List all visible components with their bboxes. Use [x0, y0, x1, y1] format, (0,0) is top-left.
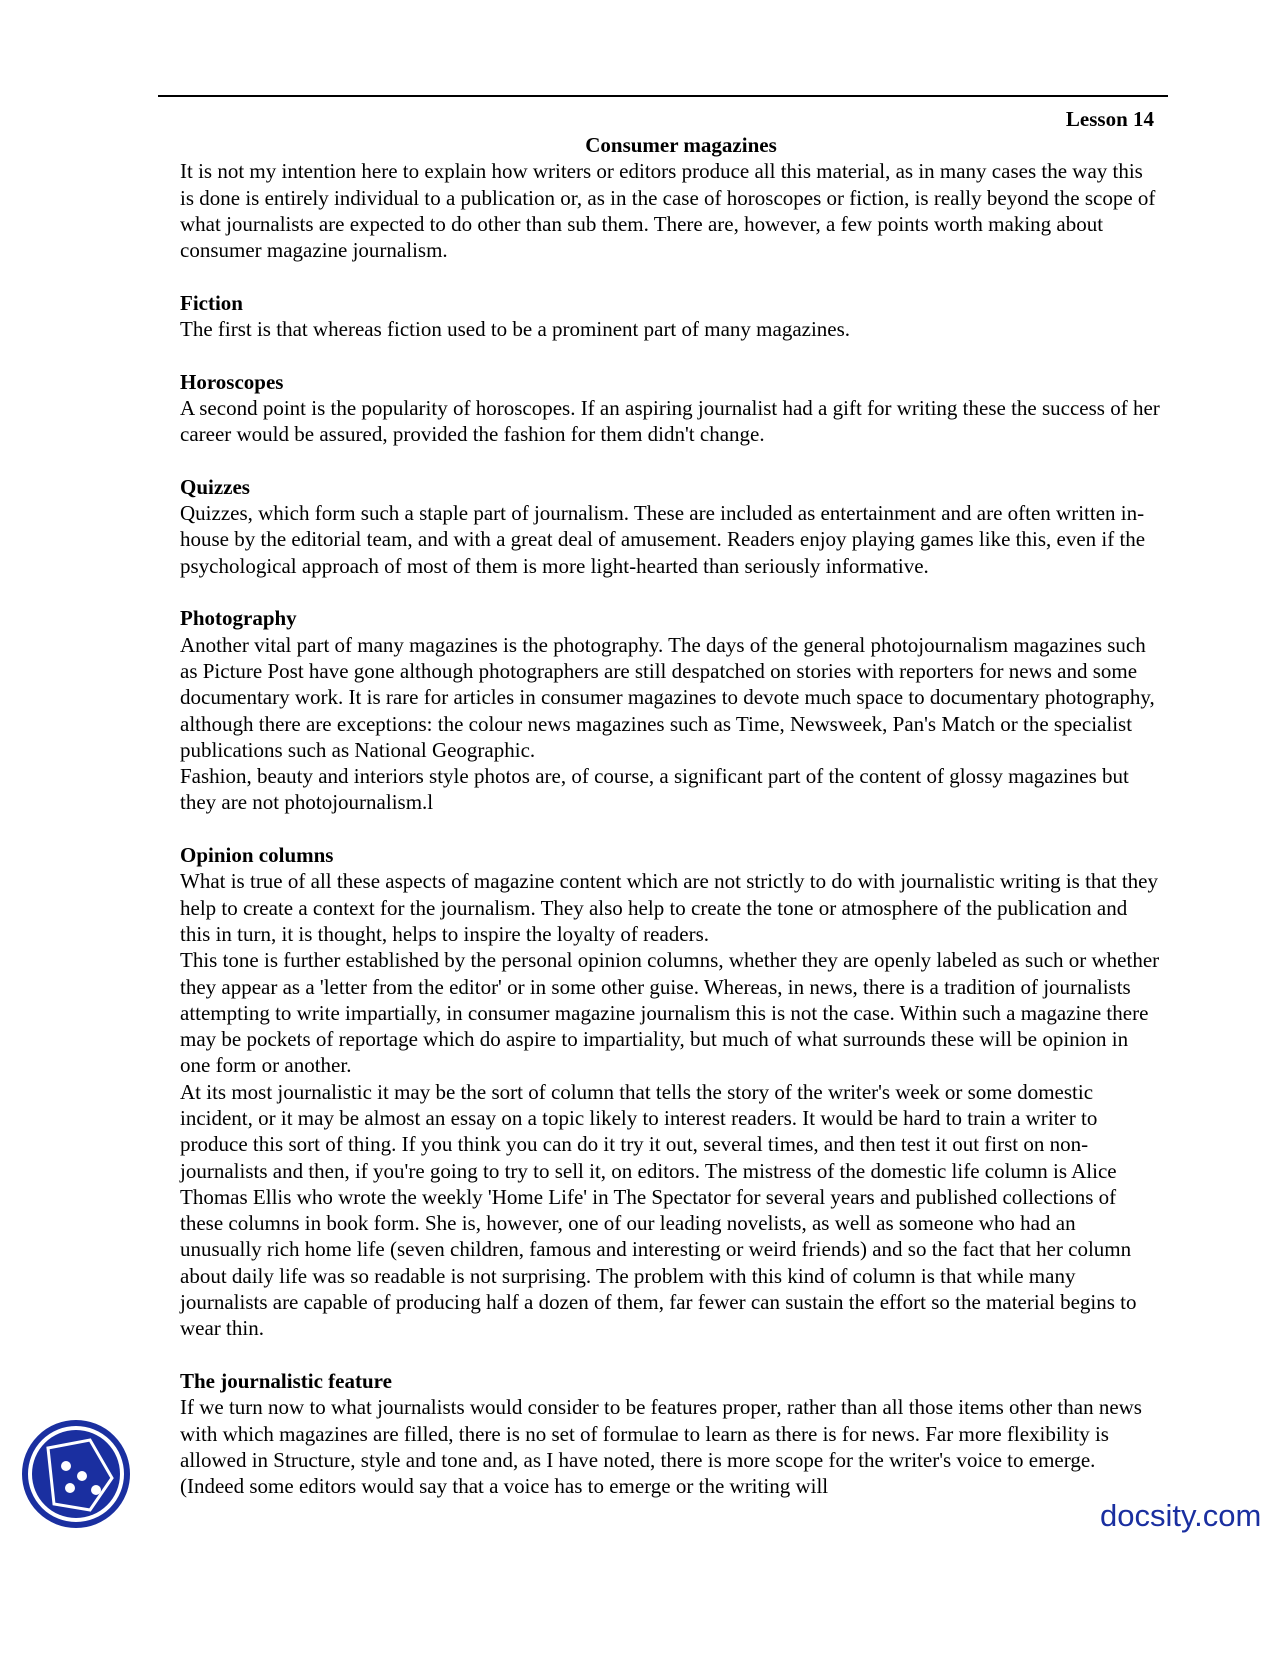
section-quizzes	[180, 474, 1160, 579]
section-paragraph: At its most journalistic it may be the sort of column that tells the story of the writer's week or some domestic incident, or it may be almost an essay on a topic likely to interest readers. It would be hard to train a writer to produce this sort of thing. If you think you can do it try it out, several times, and then test it out first on non-journalists and then, if you're going to try to sell it, on editors. The mistress of the domestic life column is Alice Thomas Ellis who wrote the weekly 'Home Life' in The Spectator for several years and published collections of these columns in book form. She is, however, one of our leading novelists, as well as someone who had an unusually rich home life (seven children, famous and interesting or weird friends) and so the fact that her column about daily life was so readable is not surprising. The problem with this kind of column is that while many journalists are capable of producing half a dozen of them, far fewer can sustain the effort so the material begins to wear thin.	[180, 1079, 1137, 1341]
lesson-number: Lesson 14	[1065, 107, 1154, 131]
section-paragraph: What is true of all these aspects of magazine content which are not strictly to do with journalistic writing is that they help to create a context for the journalism. They also help to create the tone or atmosphere of the publication and this in turn, it is thought, helps to inspire the loyalty of readers.	[180, 869, 1158, 946]
document-body	[180, 132, 1160, 1499]
section-heading: Horoscopes	[180, 369, 284, 394]
section-paragraph: If we turn now to what journalists would consider to be features proper, rather than all those items other than news with which magazines are filled, there is no set of formulae to learn as there is for news. Far more flexibility is allowed in Structure, style and tone and, as I have noted, there is more scope for the writer's voice to emerge. (Indeed some editors would say that a voice has to emerge or the writing will	[180, 1395, 1142, 1499]
header-rule	[158, 95, 1168, 97]
section-paragraph: Fashion, beauty and interiors style photos are, of course, a significant part of the content of glossy magazines but they are not photojournalism.l	[180, 764, 1129, 815]
section-photography	[180, 605, 1160, 815]
docsity-brand-text[interactable]: docsity.com	[1100, 1498, 1262, 1533]
section-heading: Photography	[180, 606, 297, 631]
section-journalistic-feature	[180, 1368, 1160, 1499]
docsity-logo-icon	[20, 1418, 132, 1530]
section-paragraph: Quizzes, which form such a staple part of journalism. These are included as entertainment and are often written in-house by the editorial team, and with a great deal of amusement. Readers enjoy playing games like this, even if the psychological approach of most of them is more light-hearted than seriously informative.	[180, 501, 1146, 578]
document-title: Consumer magazines	[585, 133, 777, 157]
section-heading: The journalistic feature	[180, 1368, 392, 1393]
section-horoscopes	[180, 369, 1160, 448]
section-heading: Opinion columns	[180, 843, 334, 868]
intro-paragraph: It is not my intention here to explain how writers or editors produce all this material, as in many cases the way this is done is entirely individual to a publication or, as in the case of horoscopes or fiction, is really beyond the scope of what journalists are expected to do other than sub them. There are, however, a few points worth making about consumer magazine journalism.	[180, 159, 1156, 263]
section-paragraph: A second point is the popularity of horoscopes. If an aspiring journalist had a gift for writing these the success of her career would be assured, provided the fashion for them didn't change.	[180, 395, 1160, 447]
section-heading: Quizzes	[180, 474, 250, 499]
section-paragraph: This tone is further established by the personal opinion columns, whether they are openly labeled as such or whether they appear as a 'letter from the editor' or in some other guise. Whereas, in news, there is a tradition of journalists attempting to write impartially, in consumer magazine journalism this is not the case. Within such a magazine there may be pockets of reportage which do aspire to impartiality, but much of what surrounds these will be opinion in one form or another.	[180, 948, 1160, 1078]
section-fiction	[180, 290, 1160, 343]
section-paragraph: Another vital part of many magazines is the photography. The days of the general photojournalism magazines such as Picture Post have gone although photographers are still despatched on stories with reporters for news and some documentary work. It is rare for articles in consumer magazines to devote much space to documentary photography, although there are exceptions: the colour news magazines such as Time, Newsweek, Pan's Match or the specialist publications such as National Geographic.	[180, 632, 1155, 762]
section-heading: Fiction	[180, 290, 243, 315]
section-opinion-columns	[180, 842, 1160, 1342]
section-paragraph: The first is that whereas fiction used to be a prominent part of many magazines.	[180, 317, 851, 342]
